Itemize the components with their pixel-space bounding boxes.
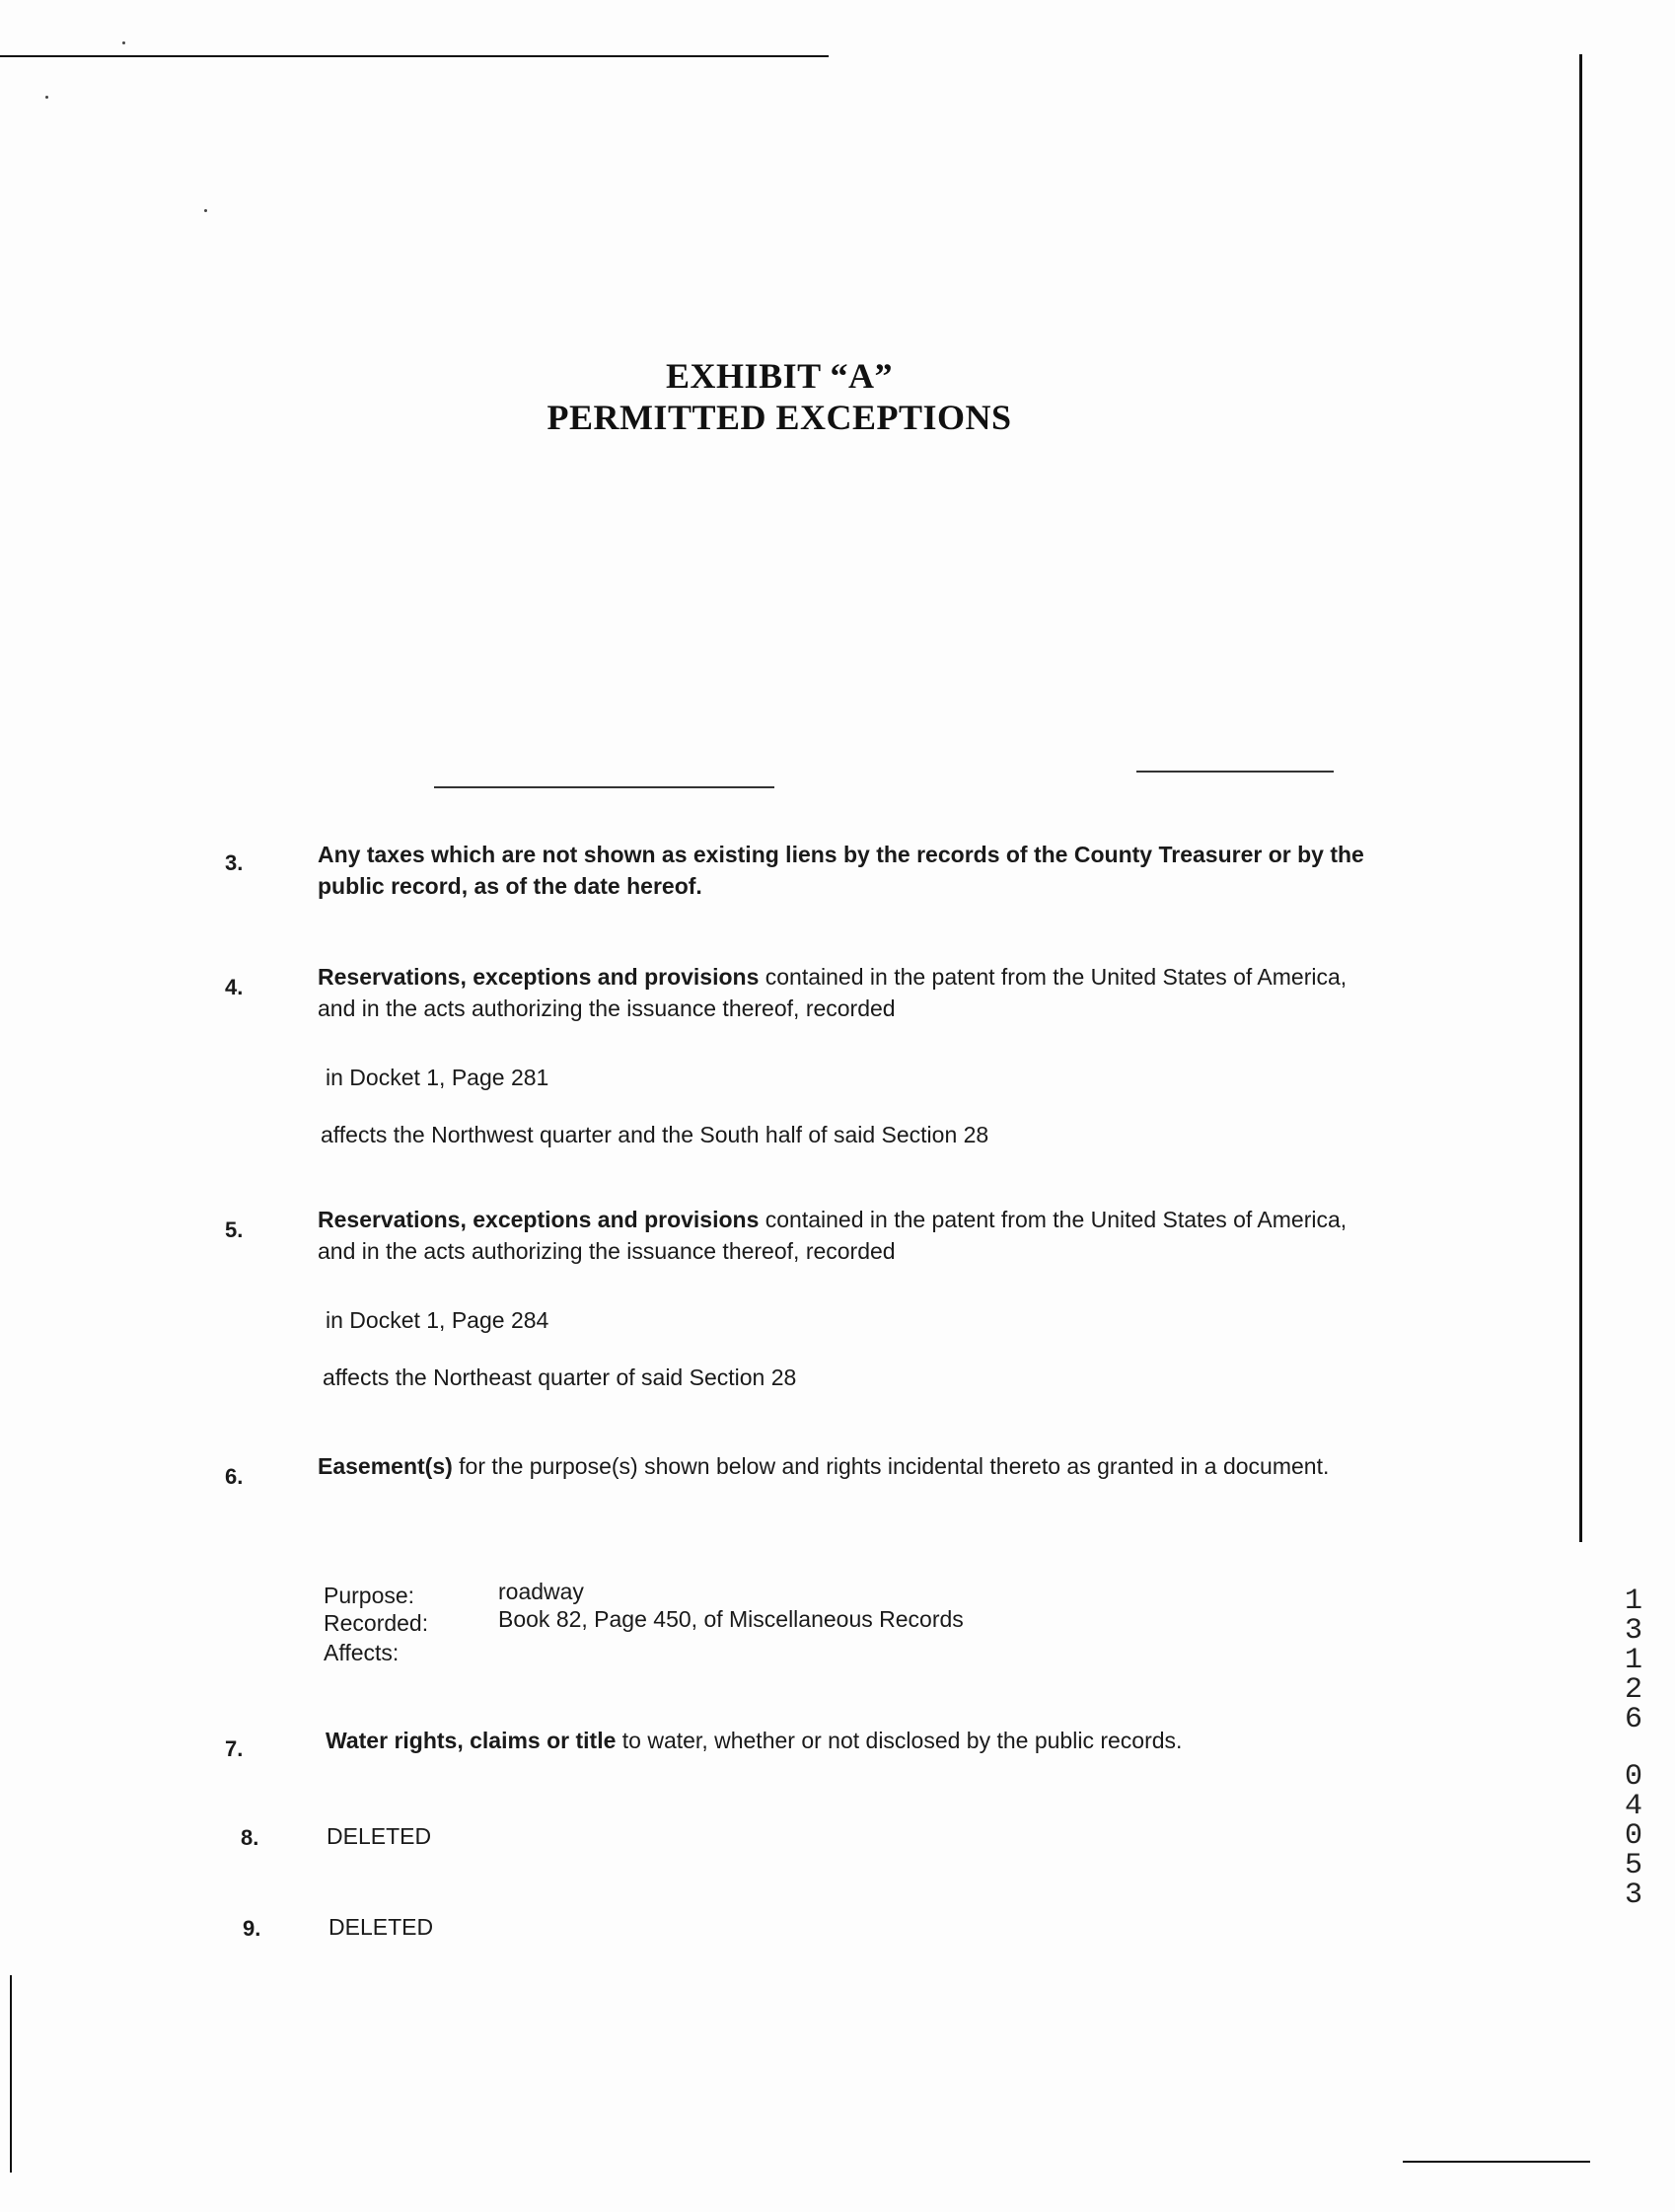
bottom-rule	[1403, 2161, 1590, 2163]
item-text: DELETED	[327, 1823, 432, 1849]
detail-label: Purpose:	[324, 1583, 415, 1608]
stamp-gap	[1614, 1734, 1653, 1762]
scan-speck	[204, 209, 207, 212]
item-text-body: Any taxes which are not shown as existing liens by the records of the County Treasurer or by the public record, as of the date hereof.	[318, 842, 1364, 899]
detail-label: Recorded:	[324, 1610, 429, 1636]
item-text	[318, 961, 1373, 1024]
stamp-digit: 4	[1624, 1790, 1642, 1823]
item-text-body: contained in the patent from the United States of America, and in the acts authorizing the issuance thereof, recorded	[318, 1207, 1347, 1264]
item-number: 4.	[225, 975, 244, 999]
page-subtitle: PERMITTED EXCEPTIONS	[546, 398, 1012, 437]
item-text-body: to water, whether or not disclosed by the public records.	[616, 1728, 1183, 1753]
stamp-digit: 5	[1624, 1849, 1642, 1882]
item-text-body: for the purpose(s) shown below and rights incidental thereto as granted in a document.	[452, 1453, 1330, 1479]
item-number: 6.	[225, 1464, 244, 1489]
item-number: 8.	[241, 1825, 259, 1850]
item-text	[326, 1725, 1381, 1756]
item-text-bold: Easement(s)	[318, 1453, 453, 1479]
item-text	[318, 1450, 1373, 1482]
item-number: 7.	[225, 1736, 244, 1761]
stamp-digit: 0	[1624, 1819, 1642, 1853]
page-title: EXHIBIT “A”	[666, 356, 893, 396]
item-number: 9.	[243, 1916, 261, 1941]
stamp-digit: 1	[1624, 1585, 1642, 1618]
top-rule	[0, 55, 829, 57]
stamp-digit: 2	[1624, 1673, 1642, 1707]
item-text	[318, 1204, 1373, 1267]
item-text	[318, 839, 1373, 902]
item-text-bold: Reservations, exceptions and provisions	[318, 964, 760, 990]
detail-label: Affects:	[324, 1640, 400, 1665]
item-text-bold: Reservations, exceptions and provisions	[318, 1207, 760, 1232]
recorded-reference: in Docket 1, Page 284	[326, 1307, 549, 1333]
scan-dash-right	[1136, 771, 1334, 773]
left-margin-line	[10, 1975, 12, 2173]
stamp-digit: 3	[1624, 1614, 1642, 1648]
scan-speck	[45, 96, 48, 99]
item-text-body: contained in the patent from the United States of America, and in the acts authorizing the issuance thereof, recorded	[318, 964, 1347, 1021]
detail-value: Book 82, Page 450, of Miscellaneous Records	[498, 1606, 964, 1632]
scan-dash-left	[434, 786, 774, 788]
recorded-reference: in Docket 1, Page 281	[326, 1065, 549, 1090]
stamp-digit: 1	[1624, 1644, 1642, 1677]
stamp-digit: 3	[1624, 1879, 1642, 1912]
item-number: 5.	[225, 1217, 244, 1242]
item-number: 3.	[225, 850, 244, 875]
item-text: DELETED	[328, 1914, 434, 1940]
stamp-digit: 6	[1624, 1703, 1642, 1736]
detail-value: roadway	[498, 1579, 584, 1604]
affects-text: affects the Northeast quarter of said Section 28	[323, 1364, 797, 1390]
scan-speck	[122, 41, 125, 44]
right-border-line	[1579, 54, 1582, 1542]
stamp-digit: 0	[1624, 1760, 1642, 1794]
item-text-bold: Water rights, claims or title	[326, 1728, 617, 1753]
recording-stamp	[1614, 1586, 1653, 1910]
affects-text: affects the Northwest quarter and the South half of said Section 28	[321, 1122, 989, 1147]
